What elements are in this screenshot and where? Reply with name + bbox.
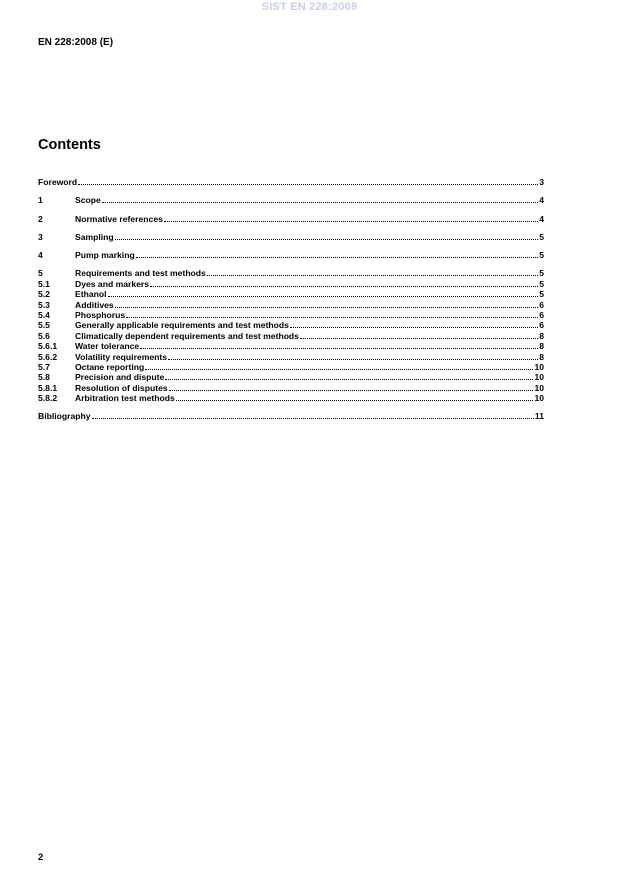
toc-entry-normative-references[interactable] [38, 214, 544, 224]
toc-page: 5 [539, 278, 544, 289]
dot-leader [108, 289, 539, 297]
toc-number: 5.8 [38, 372, 50, 383]
toc-title: Requirements and test methods [75, 268, 206, 279]
toc-entry-climatically-dependent[interactable] [38, 331, 544, 341]
toc-number: 5.4 [38, 309, 50, 320]
toc-page: 10 [534, 372, 544, 383]
document-id: EN 228:2008 (E) [38, 37, 114, 48]
toc-page: 6 [539, 320, 544, 331]
table-of-contents [38, 177, 544, 422]
toc-title: Sampling [75, 231, 114, 242]
toc-entry-volatility[interactable] [38, 352, 544, 362]
toc-title: Arbitration test methods [75, 393, 175, 404]
toc-number: 5.6.1 [38, 341, 58, 352]
dot-leader [169, 383, 534, 391]
toc-title: Ethanol [75, 289, 107, 300]
toc-entry-dyes-markers[interactable] [38, 279, 544, 289]
toc-number: 5.2 [38, 289, 50, 300]
toc-page: 10 [534, 382, 544, 393]
watermark: SIST EN 228:2008 [261, 1, 358, 13]
toc-page: 4 [539, 195, 544, 206]
dot-leader [165, 372, 533, 380]
toc-entry-water-tolerance[interactable] [38, 341, 544, 351]
toc-title: Climatically dependent requirements and test methods [75, 330, 299, 341]
toc-number: 4 [38, 250, 43, 261]
toc-number: 5.1 [38, 278, 50, 289]
toc-entry-pump-marking[interactable] [38, 250, 544, 260]
toc-entry-generally-applicable[interactable] [38, 320, 544, 330]
toc-page: 11 [534, 411, 544, 422]
dot-leader [92, 411, 534, 419]
toc-page: 6 [539, 309, 544, 320]
dot-leader [136, 250, 539, 258]
toc-entry-foreword[interactable] [38, 177, 544, 187]
toc-entry-arbitration[interactable] [38, 393, 544, 403]
toc-title: Water tolerance [75, 341, 140, 352]
toc-number: 2 [38, 213, 43, 224]
toc-title: Additives [75, 299, 114, 310]
dot-leader [140, 341, 538, 349]
toc-entry-phosphorus[interactable] [38, 310, 544, 320]
toc-number: 1 [38, 195, 43, 206]
dot-leader [164, 214, 538, 222]
toc-number: 5.6.2 [38, 351, 58, 362]
dot-leader [126, 310, 538, 318]
toc-number: 5.5 [38, 320, 50, 331]
dot-leader [78, 177, 538, 185]
toc-page: 4 [539, 213, 544, 224]
dot-leader [150, 279, 538, 287]
toc-page: 10 [534, 393, 544, 404]
toc-entry-bibliography[interactable] [38, 411, 544, 421]
toc-number: 5.3 [38, 299, 50, 310]
toc-entry-ethanol[interactable] [38, 289, 544, 299]
toc-page: 5 [539, 250, 544, 261]
toc-page: 8 [539, 341, 544, 352]
dot-leader [168, 352, 538, 360]
toc-page: 3 [539, 177, 544, 187]
dot-leader [207, 268, 538, 276]
toc-page: 10 [534, 361, 544, 372]
toc-title: Precision and dispute [75, 372, 165, 383]
toc-number: 5.8.1 [38, 382, 58, 393]
dot-leader [300, 331, 538, 339]
toc-entry-octane-reporting[interactable] [38, 362, 544, 372]
toc-title: Foreword [38, 177, 78, 187]
toc-title: Phosphorus [75, 309, 126, 320]
toc-title: Bibliography [38, 411, 91, 422]
toc-title: Dyes and markers [75, 278, 150, 289]
toc-entry-resolution-disputes[interactable] [38, 383, 544, 393]
dot-leader [176, 393, 534, 401]
toc-entry-requirements[interactable] [38, 268, 544, 278]
toc-title: Resolution of disputes [75, 382, 168, 393]
toc-title: Octane reporting [75, 361, 145, 372]
contents-title: Contents [38, 137, 101, 153]
toc-page: 5 [539, 268, 544, 279]
toc-page: 5 [539, 231, 544, 242]
dot-leader [145, 362, 533, 370]
toc-title: Generally applicable requirements and test methods [75, 320, 289, 331]
toc-number: 5 [38, 268, 43, 279]
toc-page: 8 [539, 330, 544, 341]
toc-page: 8 [539, 351, 544, 362]
toc-title: Pump marking [75, 250, 135, 261]
page-number: 2 [38, 852, 44, 863]
toc-number: 5.8.2 [38, 393, 58, 404]
toc-number: 5.6 [38, 330, 50, 341]
toc-title: Volatility requirements [75, 351, 168, 362]
toc-title: Normative references [75, 213, 163, 224]
dot-leader [115, 232, 539, 240]
toc-page: 5 [539, 289, 544, 300]
toc-number: 5.7 [38, 361, 50, 372]
toc-entry-additives[interactable] [38, 300, 544, 310]
dot-leader [115, 300, 539, 308]
toc-entry-precision-dispute[interactable] [38, 372, 544, 382]
toc-number: 3 [38, 231, 43, 242]
toc-page: 6 [539, 299, 544, 310]
toc-entry-sampling[interactable] [38, 232, 544, 242]
dot-leader [290, 320, 538, 328]
toc-entry-scope[interactable] [38, 195, 544, 205]
dot-leader [102, 195, 538, 203]
toc-title: Scope [75, 195, 101, 206]
